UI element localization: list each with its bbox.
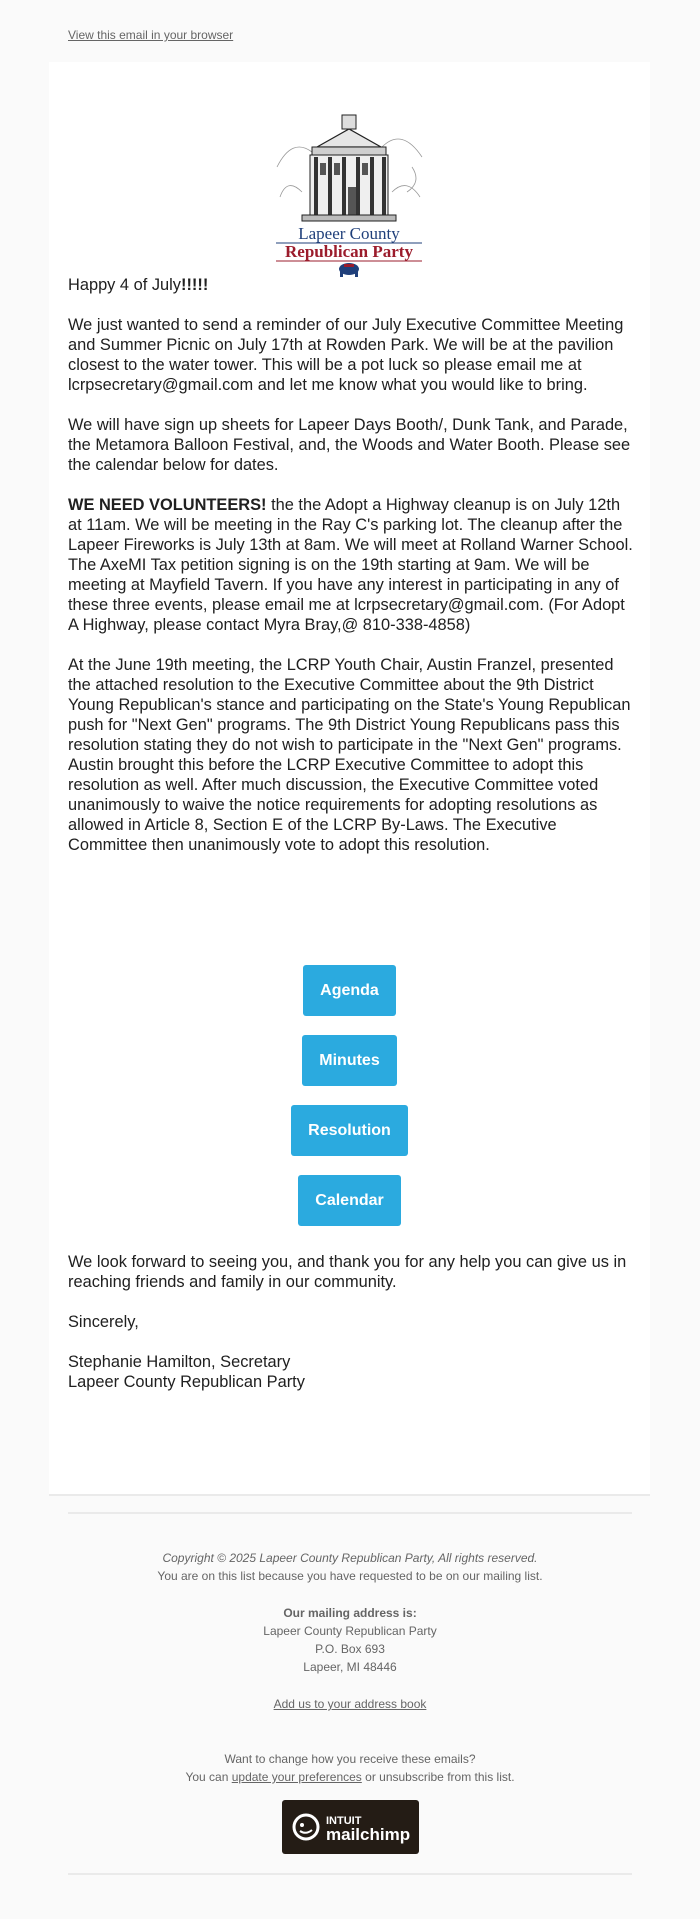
signup-sheets-paragraph: We will have sign up sheets for Lapeer Days Booth/, Dunk Tank, and Parade, the Metamora Balloon Festival, and, the Woods and Water Booth. Please see the calendar below for dates.: [68, 416, 631, 474]
minutes-button[interactable]: Minutes: [302, 1035, 397, 1086]
logo-text-county: Lapeer County: [298, 224, 400, 243]
logo-text-party: Republican Party: [285, 242, 413, 261]
resolution-button[interactable]: Resolution: [291, 1105, 408, 1156]
volunteers-paragraph: [68, 495, 634, 635]
volunteers-text: the the Adopt a Highway cleanup is on July 12th at 11am. We will be meeting in the Ray C's parking lot. The cleanup after the Lapeer Fireworks is July 13th at 8am. We will meet at Rolland Warner School. The AxeMI Tax petition signing is on the 19th starting at 9am. We will be meeting at Mayfield Tavern. If you have any interest in participating in any of these three events, please email me at lcrpsecretary@gmail.com. (For Adopt A Highway, please contact Myra Bray,@ 810-338-4858): [68, 496, 633, 634]
party-logo: [272, 97, 426, 277]
mailchimp-badge[interactable]: [282, 1800, 419, 1854]
add-to-address-book-link[interactable]: Add us to your address book: [273, 1697, 427, 1711]
resolution-paragraph: At the June 19th meeting, the LCRP Youth Chair, Austin Franzel, presented the attached resolution to the Executive Committee about the 9th District Young Republican's stance and participating on the State's Young Republican push for "Next Gen" programs. The 9th District Young Republicans pass this resolution stating they do not wish to participate in the "Next Gen" programs. Austin brought this before the LCRP Executive Committee to adopt this resolution as well. After much discussion, the Executive Committee voted unanimously to waive the notice requirements for adopting resolutions as allowed in Article 8, Section E of the LCRP By-Laws. The Executive Committee then unanimously vote to adopt this resolution.: [68, 656, 631, 854]
badge-intuit-text: INTUIT: [326, 1815, 362, 1827]
badge-mailchimp-text: mailchimp: [326, 1825, 411, 1844]
courthouse-illustration: [272, 97, 426, 277]
footer-divider-bottom: [68, 1873, 632, 1875]
mailing-address-heading: Our mailing address is:: [283, 1606, 417, 1620]
preferences-line: [0, 1768, 700, 1786]
signature-org: Lapeer County Republican Party: [68, 1373, 305, 1391]
view-in-browser-link[interactable]: View this email in your browser: [68, 28, 234, 42]
copyright-text: Copyright © 2025 Lapeer County Republican Party, All rights reserved.: [162, 1551, 538, 1565]
footer-divider-top: [68, 1512, 632, 1514]
change-preferences-question: Want to change how you receive these emails?: [224, 1752, 476, 1766]
greeting: [68, 275, 634, 295]
email-content: [68, 275, 634, 855]
email-body-card: [49, 62, 650, 1496]
subscription-reason: You are on this list because you have requested to be on our mailing list.: [157, 1569, 543, 1583]
update-preferences-link[interactable]: update your preferences: [231, 1770, 362, 1784]
signature-name: Stephanie Hamilton, Secretary: [68, 1353, 291, 1371]
greeting-exclaim: !!!!!: [180, 276, 209, 294]
thanks-paragraph: We look forward to seeing you, and thank you for any help you can give us in reaching friends and family in our community.: [68, 1253, 627, 1291]
preferences-prefix: You can: [185, 1770, 232, 1784]
address-org: Lapeer County Republican Party: [263, 1624, 437, 1638]
unsubscribe-text: or unsubscribe from this list.: [361, 1770, 515, 1784]
view-in-browser-bar: [68, 28, 233, 42]
volunteers-heading: WE NEED VOLUNTEERS!: [68, 496, 267, 514]
mailchimp-logo-icon: [282, 1800, 419, 1854]
signoff: Sincerely,: [68, 1313, 139, 1331]
address-pobox: P.O. Box 693: [315, 1642, 385, 1656]
greeting-text: Happy 4 of July: [68, 276, 181, 294]
meeting-reminder-paragraph: We just wanted to send a reminder of our July Executive Committee Meeting and Summer Picnic on July 17th at Rowden Park. We will be at the pavilion closest to the water tower. This will be a pot luck so please email me at lcrpsecretary@gmail.com and let me know what you would like to bring.: [68, 316, 624, 394]
agenda-button[interactable]: Agenda: [303, 965, 396, 1016]
calendar-button[interactable]: Calendar: [298, 1175, 401, 1226]
address-city: Lapeer, MI 48446: [303, 1660, 397, 1674]
closing-section: [68, 1252, 634, 1392]
